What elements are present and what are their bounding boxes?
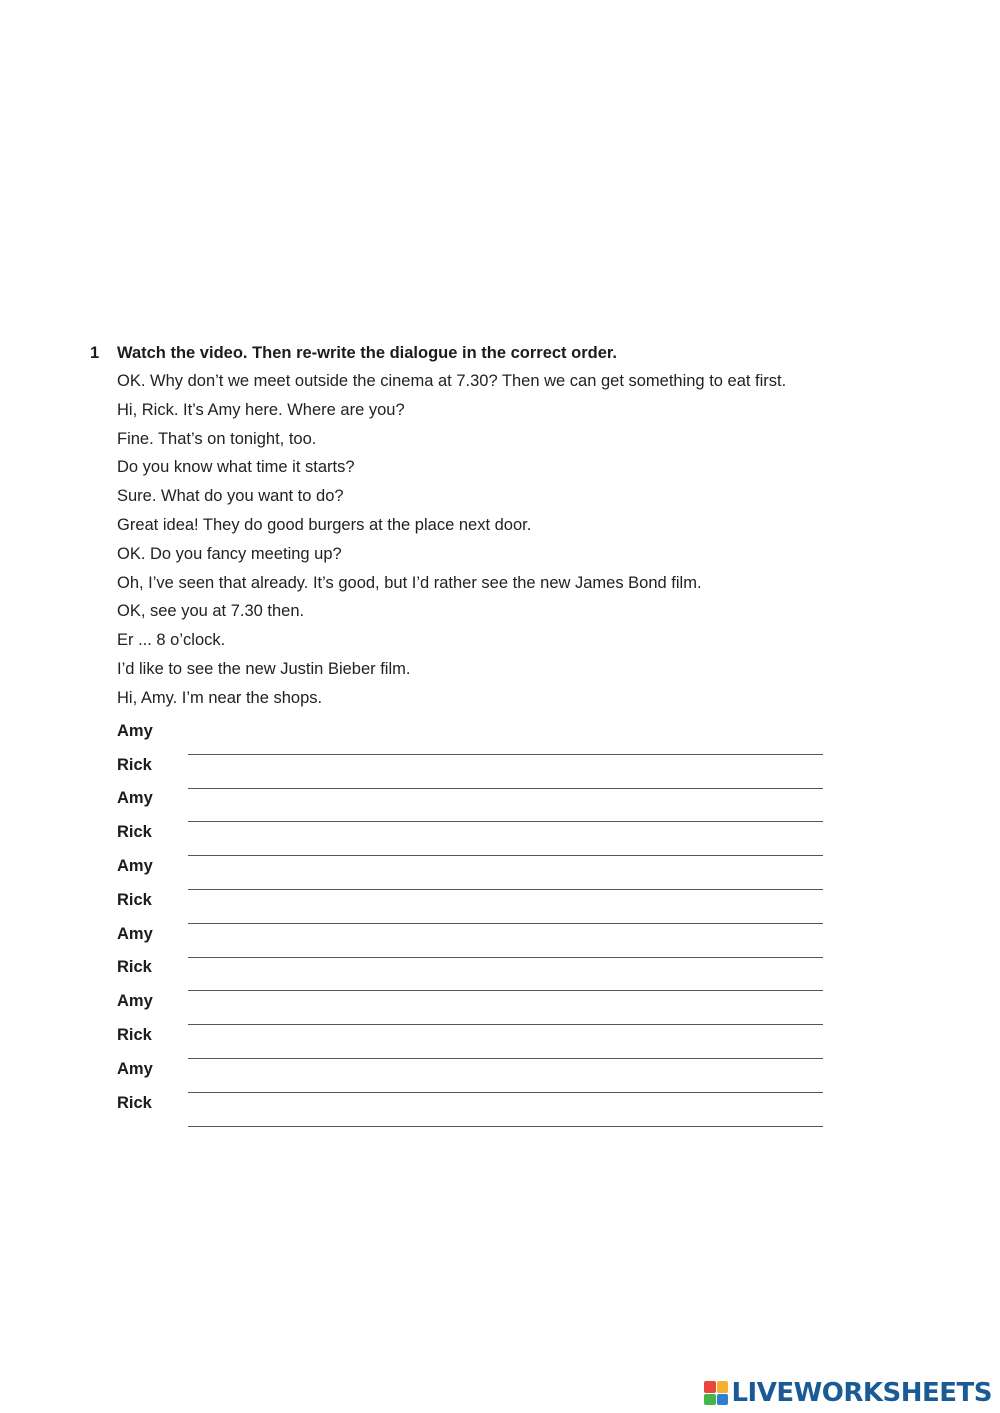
liveworksheets-logo-icon [704,1381,728,1405]
sentence-list [117,369,827,710]
exercise-1 [90,340,850,1122]
dialogue-sentence: Sure. What do you want to do? [117,487,344,506]
answer-row [117,751,850,785]
dialogue-sentence: Hi, Rick. It’s Amy here. Where are you? [117,400,405,419]
speaker-label: Amy [117,924,153,943]
speaker-label: Rick [117,1025,152,1044]
answer-row [117,1089,850,1123]
brand-text: LIVEWORKSHEETS [731,1378,992,1408]
liveworksheets-brand [704,1379,992,1407]
speaker-label: Amy [117,992,153,1011]
exercise-instruction: Watch the video. Then re-write the dialogue in the correct order. [117,344,617,362]
answer-row [117,920,850,954]
answer-row [117,953,850,987]
answer-row [117,852,850,886]
answer-row [117,818,850,852]
answer-row [117,1055,850,1089]
dialogue-sentence: I’d like to see the new Justin Bieber film. [117,659,411,678]
exercise-number: 1 [90,344,100,362]
dialogue-sentence: Hi, Amy. I’m near the shops. [117,688,323,707]
speaker-label: Rick [117,958,152,977]
answer-row [117,987,850,1021]
answer-row [117,784,850,818]
dialogue-sentence: Do you know what time it starts? [117,458,355,477]
logo-square [717,1394,729,1406]
speaker-label: Amy [117,1059,153,1078]
exercise-heading [90,340,850,366]
logo-square [717,1381,729,1393]
answer-row [117,717,850,751]
speaker-label: Rick [117,1093,152,1112]
speaker-label: Rick [117,755,152,774]
speaker-label: Amy [117,856,153,875]
speaker-label: Rick [117,890,152,909]
speaker-label: Rick [117,823,152,842]
logo-square [704,1381,716,1393]
dialogue-sentence: Great idea! They do good burgers at the place next door. [117,515,532,534]
answer-row [117,886,850,920]
dialogue-sentence: OK. Why don’t we meet outside the cinema at 7.30? Then we can get something to eat first. [117,372,787,390]
logo-square [704,1394,716,1406]
speaker-label: Amy [117,721,153,740]
dialogue-sentence: Fine. That’s on tonight, too. [117,429,317,448]
dialogue-sentence: OK. Do you fancy meeting up? [117,544,342,563]
speaker-label: Amy [117,789,153,808]
answer-row [117,1021,850,1055]
answer-input[interactable] [188,1108,823,1127]
answer-list [117,717,850,1123]
dialogue-sentence: Oh, I’ve seen that already. It’s good, but I’d rather see the new James Bond film. [117,573,702,592]
dialogue-sentence: Er ... 8 o’clock. [117,631,226,650]
dialogue-sentence: OK, see you at 7.30 then. [117,602,305,621]
